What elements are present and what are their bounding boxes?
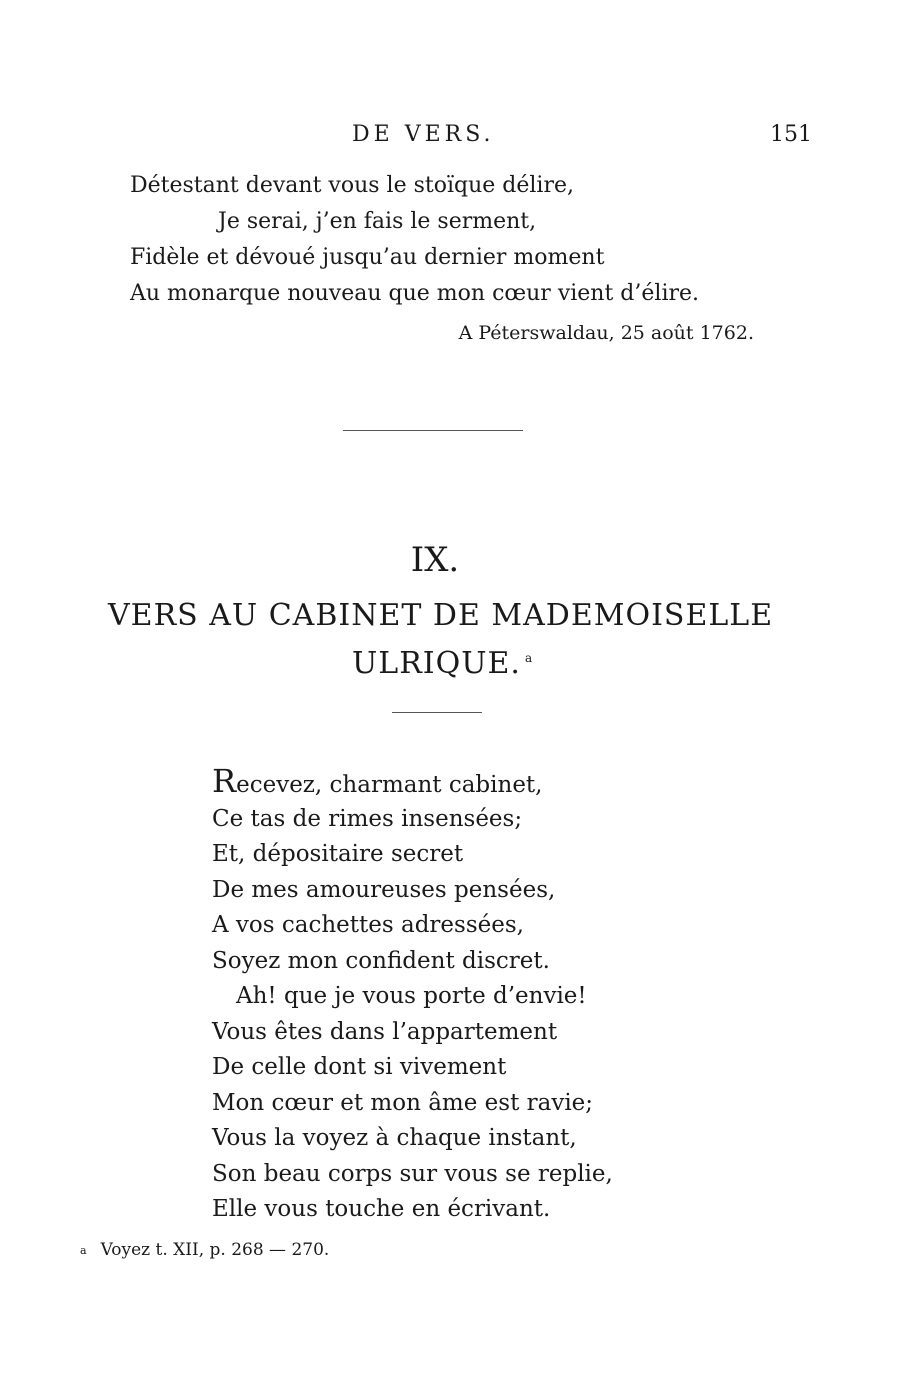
page-number: 151 (770, 122, 812, 147)
running-head: DE VERS. (352, 122, 495, 147)
footnote-text: Voyez t. XII, p. 268 — 270. (100, 1240, 330, 1260)
poem-line: Mon cœur et mon âme est ravie; (212, 1090, 594, 1116)
footnote (80, 1240, 329, 1260)
poem-line-first (212, 764, 542, 804)
poem-line: Et, dépositaire secret (212, 841, 464, 867)
title-divider (392, 712, 482, 713)
verse-line: Détestant devant vous le stoïque délire, (130, 173, 574, 198)
section-divider (343, 430, 523, 431)
poem-line: Ah! que je vous porte d’envie! (236, 983, 587, 1009)
poem-line: Vous êtes dans l’appartement (212, 1019, 558, 1045)
footnote-reference: a (524, 651, 534, 665)
verse-line: Je serai, j’en fais le serment, (218, 209, 537, 234)
poem-line: Soyez mon confident discret. (212, 948, 550, 974)
poem-line: Elle vous touche en écrivant. (212, 1196, 551, 1222)
section-title: VERS AU CABINET DE MADEMOISELLE (108, 598, 774, 633)
poem-line: Vous la voyez à chaque instant, (212, 1125, 577, 1151)
section-title-continued (352, 646, 533, 681)
verse-line: Au monarque nouveau que mon cœur vient d’élire. (130, 281, 700, 306)
footnote-mark: a (80, 1244, 87, 1257)
poem-line: Ce tas de rimes insensées; (212, 806, 523, 832)
poem-line: De celle dont si vivement (212, 1054, 507, 1080)
verse-line: Fidèle et dévoué jusqu’au dernier moment (130, 245, 605, 270)
section-number: IX. (410, 540, 460, 580)
section-title-text: ULRIQUE. (352, 646, 521, 681)
place-date: A Péterswaldau, 25 août 1762. (458, 322, 754, 344)
initial-letter: R (212, 762, 237, 800)
poem-line: A vos cachettes adressées, (212, 912, 524, 938)
poem-line-text: ecevez, charmant cabinet, (236, 772, 543, 798)
poem-line: De mes amoureuses pensées, (212, 877, 556, 903)
poem-line: Son beau corps sur vous se replie, (212, 1161, 613, 1187)
